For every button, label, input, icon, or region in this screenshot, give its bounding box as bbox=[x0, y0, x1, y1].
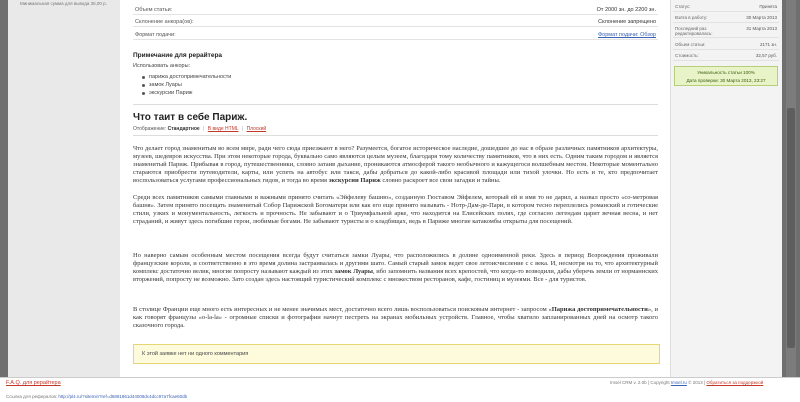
article-paragraph: Среди всех памятников самыми главными и важными принято считать «Эйфелеву башню», созданную Гюставом Эйфелем, который ей и имя то не дарил, а назвал просто «со-метровая башня». Затем принято посещать знаменитый Собор Парижской Богоматери или как его еще принято называть - Нотр-Дам-де-Пари, в котором тесно переплелись романский и готические стили, узких и монументальность, легкость и прочность. Не забывают и о Триумфальной арке, что находится на Елисейских полях, где согласно легендам царит вечная весна, и нет страданий, и живут здесь погибшие герои, любимые богами. Не забывают туристы и о кладбищах, ведь в Париже многие катакомбы открыты для посещений. bbox=[133, 194, 658, 225]
text-run: словно раскроет все свои загадки и тайны. bbox=[382, 177, 501, 184]
min-withdrawal-text: Минимальная сумма для вывода 35,00 р. bbox=[20, 1, 107, 6]
uniqueness-percent: Уникальность статьи 100% bbox=[697, 70, 755, 75]
anchor-item: экскурсии Париж bbox=[142, 90, 231, 98]
task-info-value: Склонение запрещено bbox=[598, 19, 656, 25]
divider bbox=[133, 104, 658, 105]
article-paragraph bbox=[133, 306, 658, 330]
imsel-link[interactable]: Imsel.ru bbox=[670, 380, 687, 385]
separator: | bbox=[203, 126, 205, 132]
anchor-highlight: замок Луары bbox=[334, 268, 373, 275]
article-paragraph bbox=[133, 252, 658, 284]
task-info-row-format bbox=[133, 30, 658, 40]
task-info-value: От 2000 зн. до 2200 зн. bbox=[596, 7, 656, 13]
view-mode-label: Отображение: bbox=[133, 126, 167, 132]
scrollbar-thumb[interactable] bbox=[787, 108, 795, 348]
info-label: Объем статьи: bbox=[675, 42, 706, 47]
view-plain-link[interactable]: Плоский bbox=[246, 126, 267, 132]
anchor-item: парижа достопримечательности bbox=[142, 74, 231, 82]
volume-row bbox=[673, 40, 779, 50]
text-run: Но наверно самым особенным местом посещения всегда будут считаться замки Луары, что расположились в долине одноименной реки. Здесь в период Возрождения проживали французские короли, и соответственно в это время долина застраивалась и другими шато. Самый старый замок ведет свое летоисчисление с с века. И, несмотря на то, что архитектурный комплекс достаточно велик, многие попросту называют каждый из этих bbox=[133, 252, 658, 275]
text-run: Что делает город знаменитым во всем мире, ради чего сюда приезжают в него? Разумеется, богатое историческое наследие, дошедшее до нас в образе различных памятников архитектуры, музеев, шедевров искусства. При этом некоторые города, буквально само являются целым музеем, благодаря тому количеству памятников, что в них есть. Одним таким городом и является знаменитый Париж. Прибывая в город, путешественники, словно затаив дыхание, проникаются атмосферой такого необычного и кажущегося волшебным местом. Некоторые моментально стараются приобрести путеводители, карты, или успеть на автобус или такси, дабы добраться до какой-либо красивой площади или тихой улочки. Но есть и те, кто предпочитает воспользоваться услугами профессиональных гидов, и тогда во время bbox=[133, 145, 658, 184]
rewriter-note-title: Примечание для рерайтера bbox=[133, 52, 223, 59]
cost-row bbox=[673, 51, 779, 61]
article-title: Что таит в себе Париж. bbox=[133, 112, 248, 123]
faq-link[interactable]: F.A.Q. для рерайтера bbox=[6, 380, 61, 386]
anchor-item: замок Луары bbox=[142, 82, 231, 90]
divider bbox=[133, 135, 658, 136]
copyright-year: © 2013 bbox=[688, 380, 703, 385]
task-info-label: Формат подачи: bbox=[135, 32, 176, 38]
uniqueness-check-date: Дата проверки: 30 Марта 2013, 23:27 bbox=[686, 78, 766, 83]
info-value: Принята bbox=[759, 4, 777, 9]
uniqueness-badge bbox=[674, 66, 778, 86]
referral-label: Ссылка для рефералов: bbox=[6, 394, 58, 399]
article-paragraph bbox=[133, 145, 658, 185]
view-standard[interactable]: Стандартное bbox=[167, 126, 200, 132]
view-html-link[interactable]: В виде HTML bbox=[207, 126, 239, 132]
anchor-list bbox=[142, 74, 231, 98]
text-run: , ибо запомнить названия всех крепостей, что когда-то возводили, дабы уберечь земли от норманнских вторжений, попросту не возможно. Зато создан здесь настоящий туристический комплекс с множеством ресторанов, кафе, гостиниц и музеями. Все - для туристов. bbox=[133, 268, 658, 283]
text-run: », и как говорят французы «o-la-la» - огромные списки и фотографии начнут пестреть на экранах мобильных устройств. Главное, чтобы хватило запланированных дней на осмотр такого сказочного города. bbox=[133, 306, 658, 329]
info-value: 31 Марта 2013 bbox=[746, 26, 777, 31]
info-value: 2171 зн. bbox=[759, 42, 777, 47]
use-anchors-label: Использовать анкоры: bbox=[133, 63, 191, 69]
status-row bbox=[673, 2, 779, 12]
last-edited-row bbox=[673, 24, 779, 38]
anchor-highlight: экскурсии Париж bbox=[328, 177, 381, 184]
task-info-row-declension bbox=[133, 17, 658, 27]
text-run: В столице Франции еще много есть интересных и не менее значимых мест, достаточно всего лишь воспользоваться поисковым интернет - запросом « bbox=[133, 306, 552, 313]
view-mode-bar bbox=[133, 126, 266, 132]
info-value: 30 Марта 2013 bbox=[746, 15, 777, 20]
left-gutter bbox=[8, 0, 120, 377]
referral-link-row bbox=[6, 394, 187, 399]
info-label: Статус: bbox=[675, 4, 691, 9]
comments-empty-text: К этой заявке нет ни одного комментария bbox=[142, 351, 249, 357]
task-info-label: Склонение анкора(ов): bbox=[135, 19, 194, 25]
taken-row bbox=[673, 13, 779, 23]
info-value: 32,57 руб. bbox=[755, 53, 777, 58]
format-link[interactable]: Формат подачи: Обзор bbox=[597, 32, 656, 38]
referral-url[interactable]: http://pl4.ru/?sitemin?ref=d6891861d44008dc4dcc97a7fcae60db bbox=[58, 394, 188, 399]
task-info-label: Объем статьи: bbox=[135, 7, 173, 13]
window-frame-left bbox=[0, 0, 8, 377]
footer bbox=[0, 377, 800, 402]
copyright-label: Copyright bbox=[650, 380, 670, 385]
info-label: Взята в работу: bbox=[675, 15, 708, 20]
comments-empty-notice bbox=[133, 344, 660, 364]
info-label: Последний раз редактировалась: bbox=[675, 26, 713, 36]
anchor-highlight: Парижа достопримечательности bbox=[551, 306, 648, 313]
crm-version: Imsel CRM v. 2.0b bbox=[610, 380, 647, 385]
info-label: Стоимость: bbox=[675, 53, 699, 58]
support-link[interactable]: Обратиться за поддержкой bbox=[706, 380, 764, 385]
task-info-row-volume bbox=[133, 5, 658, 15]
separator: | bbox=[241, 126, 244, 132]
copyright: Imsel CRM v. 2.0b | Copyright Imsel.ru © 2013 | Обратиться за поддержкой bbox=[610, 380, 764, 385]
